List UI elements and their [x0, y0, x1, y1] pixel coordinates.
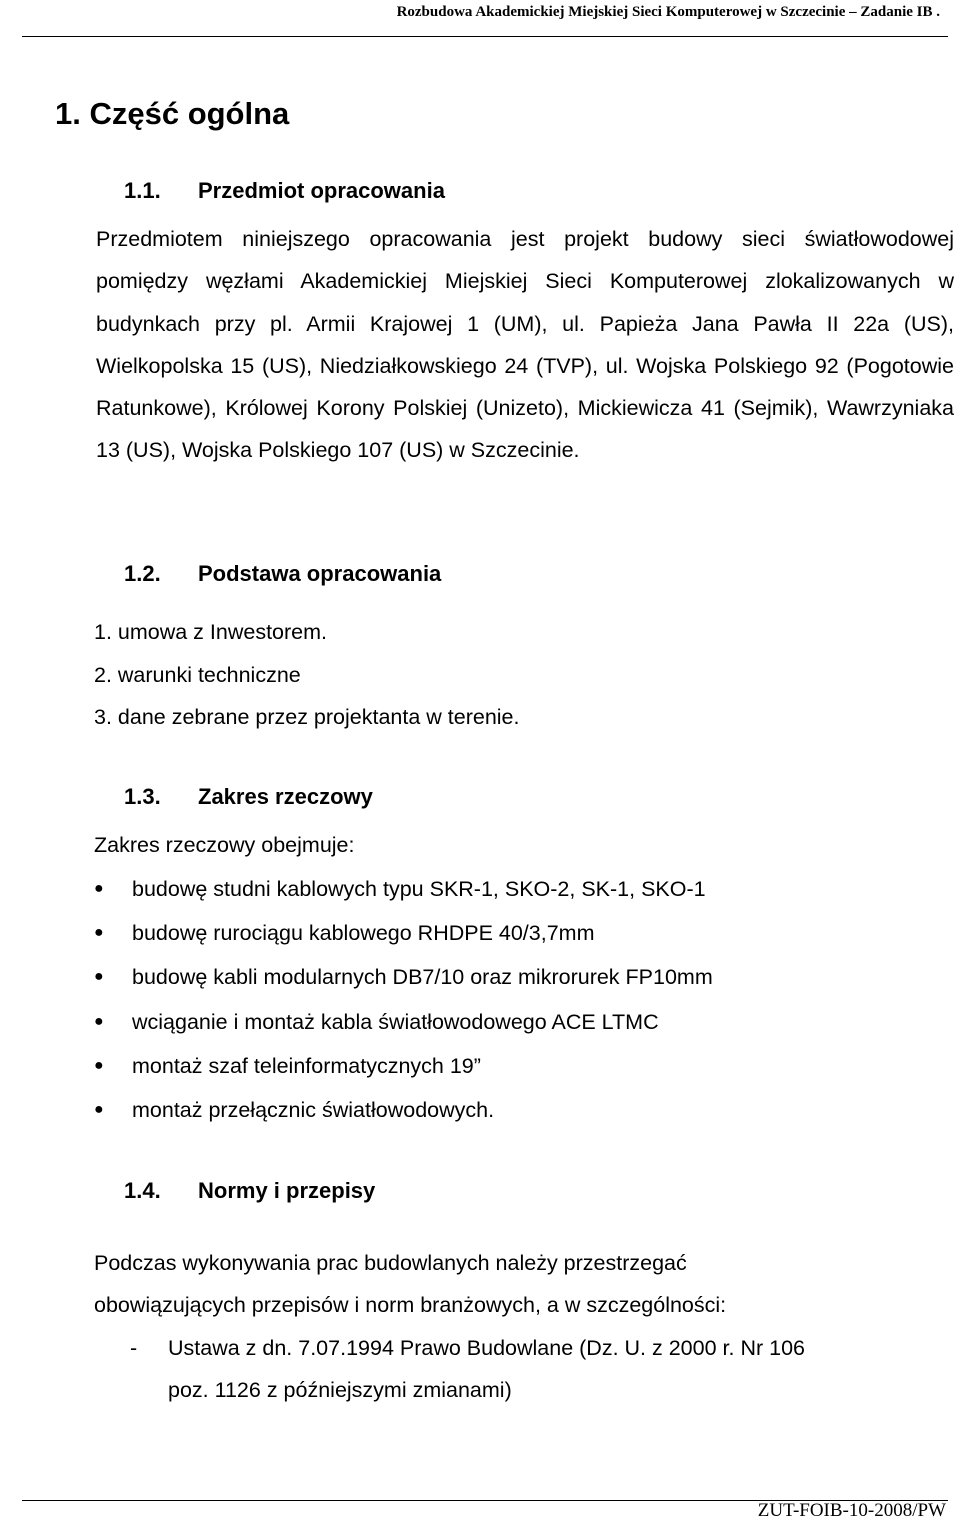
subsection-number: 1.2.: [124, 561, 161, 586]
norms-item-text: Ustawa z dn. 7.07.1994 Prawo Budowlane (Dz. U. z 2000 r. Nr 106: [168, 1336, 805, 1360]
scope-intro: Zakres rzeczowy obejmuje:: [94, 833, 355, 857]
subject-paragraph: Przedmiotem niniejszego opracowania jest projekt budowy sieci światłowodowej pomiędzy węzłami Akademickiej Miejskiej Sieci Komputerowej zlokalizowanych w budynkach przy pl. Armii Krajowej 1 (UM), ul. Papieża Jana Pawła II 22a (US), Wielkopolska 15 (US), Niedziałkowskiego 24 (TVP), ul. Wojska Polskiego 92 (Pogotowie Ratunkowe), Królowej Korony Polskiej (Unizeto), Mickiewicza 41 (Sejmik), Wawrzyniaka 13 (US), Wojska Polskiego 107 (US) w Szczecinie.: [96, 227, 954, 463]
section-heading-1: 1. Część ogólna: [55, 96, 290, 131]
norms-intro-line: Podczas wykonywania prac budowlanych należy przestrzegać: [94, 1251, 687, 1275]
subsection-title: Podstawa opracowania: [198, 561, 442, 586]
scope-item-text: montaż szaf teleinformatycznych 19”: [132, 1054, 481, 1078]
scope-item-text: budowę rurociągu kablowego RHDPE 40/3,7mm: [132, 921, 595, 945]
subsection-title: Przedmiot opracowania: [198, 178, 445, 203]
bullet-icon: ●: [94, 924, 104, 941]
basis-item: 3. dane zebrane przez projektanta w terenie.: [94, 705, 520, 729]
bullet-icon: ●: [94, 1013, 104, 1030]
subsection-title: Zakres rzeczowy: [198, 784, 373, 809]
bullet-icon: ●: [94, 1101, 104, 1118]
basis-item: 1. umowa z Inwestorem.: [94, 620, 328, 644]
bullet-icon: ●: [94, 1057, 104, 1074]
document-code: ZUT-FOIB-10-2008/PW: [757, 1500, 946, 1521]
subsection-heading-1-4: [124, 1177, 375, 1205]
subsection-number: 1.1.: [124, 178, 161, 203]
scope-item-text: wciąganie i montaż kabla światłowodowego ACE LTMC: [132, 1010, 659, 1034]
scope-item-text: budowę kabli modularnych DB7/10 oraz mikrorurek FP10mm: [132, 965, 713, 989]
subsection-heading-1-1: [124, 177, 445, 205]
subsection-number: 1.4.: [124, 1178, 161, 1203]
bullet-icon: ●: [94, 880, 104, 897]
subsection-heading-1-3: [124, 783, 373, 811]
norms-intro-line: obowiązujących przepisów i norm branżowych, a w szczególności:: [94, 1293, 727, 1317]
scope-item-text: montaż przełącznic światłowodowych.: [132, 1098, 495, 1122]
subsection-title: Normy i przepisy: [198, 1178, 376, 1203]
running-header: Rozbudowa Akademickiej Miejskiej Sieci Komputerowej w Szczecinie – Zadanie IB .: [396, 4, 940, 20]
subsection-number: 1.3.: [124, 784, 161, 809]
norms-item-continuation: poz. 1126 z późniejszymi zmianami): [168, 1378, 512, 1402]
bullet-icon: ●: [94, 968, 104, 985]
subsection-heading-1-2: [124, 560, 441, 588]
header-rule: [22, 36, 948, 37]
basis-item: 2. warunki techniczne: [94, 663, 301, 687]
dash-marker: -: [130, 1336, 138, 1360]
scope-item-text: budowę studni kablowych typu SKR-1, SKO-2, SK-1, SKO-1: [132, 877, 706, 901]
